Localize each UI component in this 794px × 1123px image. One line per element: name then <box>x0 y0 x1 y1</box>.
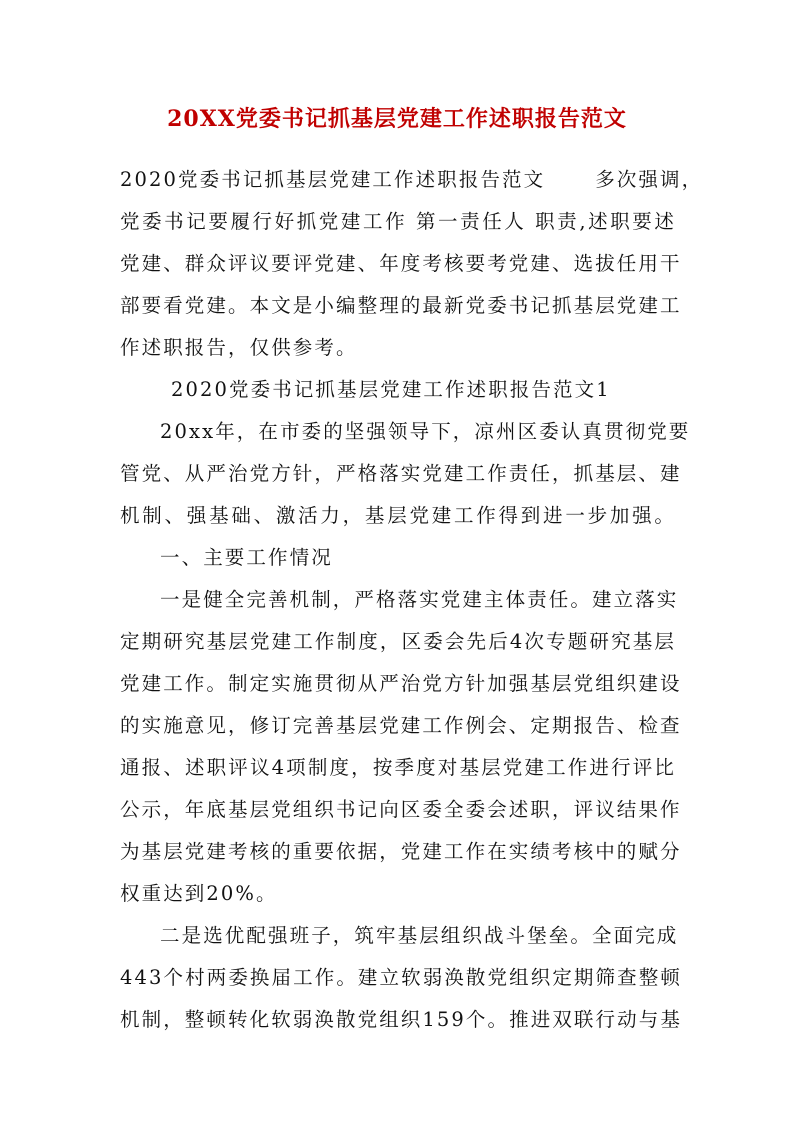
para1-line-1: 20xx年，在市委的坚强领导下，凉州区委认真贯彻党要 <box>160 420 691 443</box>
intro-line-1-tail: 多次强调， <box>595 168 704 191</box>
section-heading: 一、主要工作情况 <box>160 546 333 569</box>
para2-line-3: 党建工作。制定实施贯彻从严治党方针加强基层党组织建设 <box>120 672 682 695</box>
intro-line-1-title: 2020党委书记抓基层党建工作述职报告范文 <box>120 168 546 191</box>
article-subtitle: 2020党委书记抓基层党建工作述职报告范文1 <box>171 378 611 401</box>
intro-line-4: 部要看党建。本文是小编整理的最新党委书记抓基层党建工 <box>120 294 682 317</box>
para2-line-8: 权重达到20%。 <box>120 882 278 905</box>
para1-line-3: 机制、强基础、激活力，基层党建工作得到进一步加强。 <box>120 504 676 527</box>
para2-line-7: 为基层党建考核的重要依据，党建工作在实绩考核中的赋分 <box>120 840 682 863</box>
intro-line-5: 作述职报告，仅供参考。 <box>120 336 358 359</box>
para2-line-4: 的实施意见，修订完善基层党建工作例会、定期报告、检查 <box>120 714 682 737</box>
para3-line-1: 二是选优配强班子，筑牢基层组织战斗堡垒。全面完成 <box>160 924 679 947</box>
document-title: 20XX党委书记抓基层党建工作述职报告范文 <box>167 106 627 132</box>
para2-line-6: 公示，年底基层党组织书记向区委全委会述职，评议结果作 <box>120 798 682 821</box>
intro-line-2: 党委书记要履行好抓党建工作 第一责任人 职责,述职要述 <box>120 210 676 233</box>
para2-line-2: 定期研究基层党建工作制度，区委会先后4次专题研究基层 <box>120 630 676 653</box>
intro-line-3: 党建、群众评议要评党建、年度考核要考党建、选拔任用干 <box>120 252 682 275</box>
para1-line-2: 管党、从严治党方针，严格落实党建工作责任，抓基层、建 <box>120 462 682 485</box>
para3-line-2: 443个村两委换届工作。建立软弱涣散党组织定期筛查整顿 <box>120 966 682 989</box>
intro-line-1 <box>120 167 704 193</box>
para3-line-3: 机制，整顿转化软弱涣散党组织159个。推进双联行动与基 <box>120 1008 682 1031</box>
para2-line-5: 通报、述职评议4项制度，按季度对基层党建工作进行评比 <box>120 756 676 779</box>
para2-line-1: 一是健全完善机制，严格落实党建主体责任。建立落实 <box>160 588 679 611</box>
